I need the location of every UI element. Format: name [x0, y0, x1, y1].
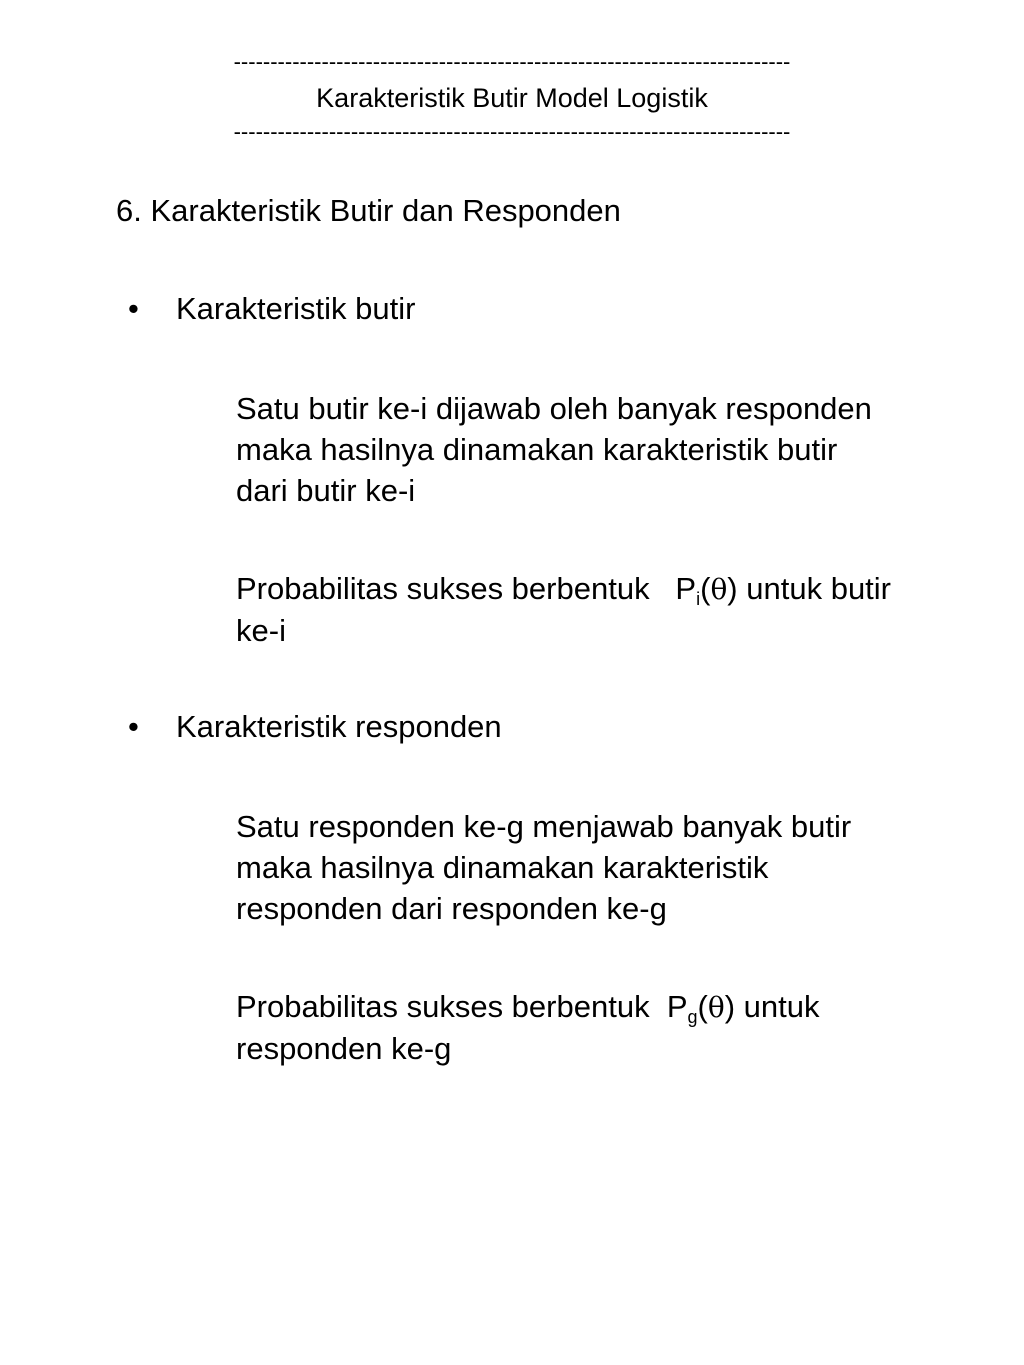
bullet-label: Karakteristik butir: [176, 291, 416, 326]
paragraph-line: maka hasilnya dinamakan karakteristik butir: [236, 432, 838, 467]
paragraph-line: [236, 568, 976, 610]
probability-symbol: $P_g(\theta)$: [666, 989, 736, 1027]
probability-suffix: untuk butir: [746, 571, 892, 606]
paragraph-responden-description: [236, 806, 976, 929]
bullet-marker: •: [128, 709, 139, 744]
probability-prefix: Probabilitas sukses berbentuk: [236, 571, 650, 606]
paragraph-line: responden ke-g: [236, 1031, 452, 1066]
probability-symbol: $P_i(\theta)$: [675, 571, 738, 609]
bullet-item-karakteristik-responden: [128, 708, 502, 746]
paragraph-line: maka hasilnya dinamakan karakteristik: [236, 850, 769, 885]
paragraph-line: Satu butir ke-i dijawab oleh banyak responden: [236, 391, 872, 426]
paragraph-butir-probability: [236, 568, 976, 651]
paragraph-line: dari butir ke-i: [236, 473, 416, 508]
paragraph-line: [236, 986, 976, 1028]
bullet-marker: •: [128, 291, 139, 326]
header-rule-top: ----------------------------------------------------------------------------: [233, 49, 791, 74]
header-title: Karakteristik Butir Model Logistik: [316, 83, 708, 113]
probability-suffix: untuk: [743, 989, 820, 1024]
bullet-label: Karakteristik responden: [176, 709, 502, 744]
section-heading: 6. Karakteristik Butir dan Responden: [116, 193, 621, 228]
probability-prefix: Probabilitas sukses berbentuk: [236, 989, 650, 1024]
bullet-item-karakteristik-butir: [128, 290, 415, 328]
paragraph-responden-probability: [236, 986, 976, 1069]
paragraph-butir-description: [236, 388, 976, 511]
header-rule-bottom: ----------------------------------------------------------------------------: [233, 119, 791, 144]
paragraph-line: Satu responden ke-g menjawab banyak butir: [236, 809, 852, 844]
paragraph-line: ke-i: [236, 613, 286, 648]
paragraph-line: responden dari responden ke-g: [236, 891, 667, 926]
